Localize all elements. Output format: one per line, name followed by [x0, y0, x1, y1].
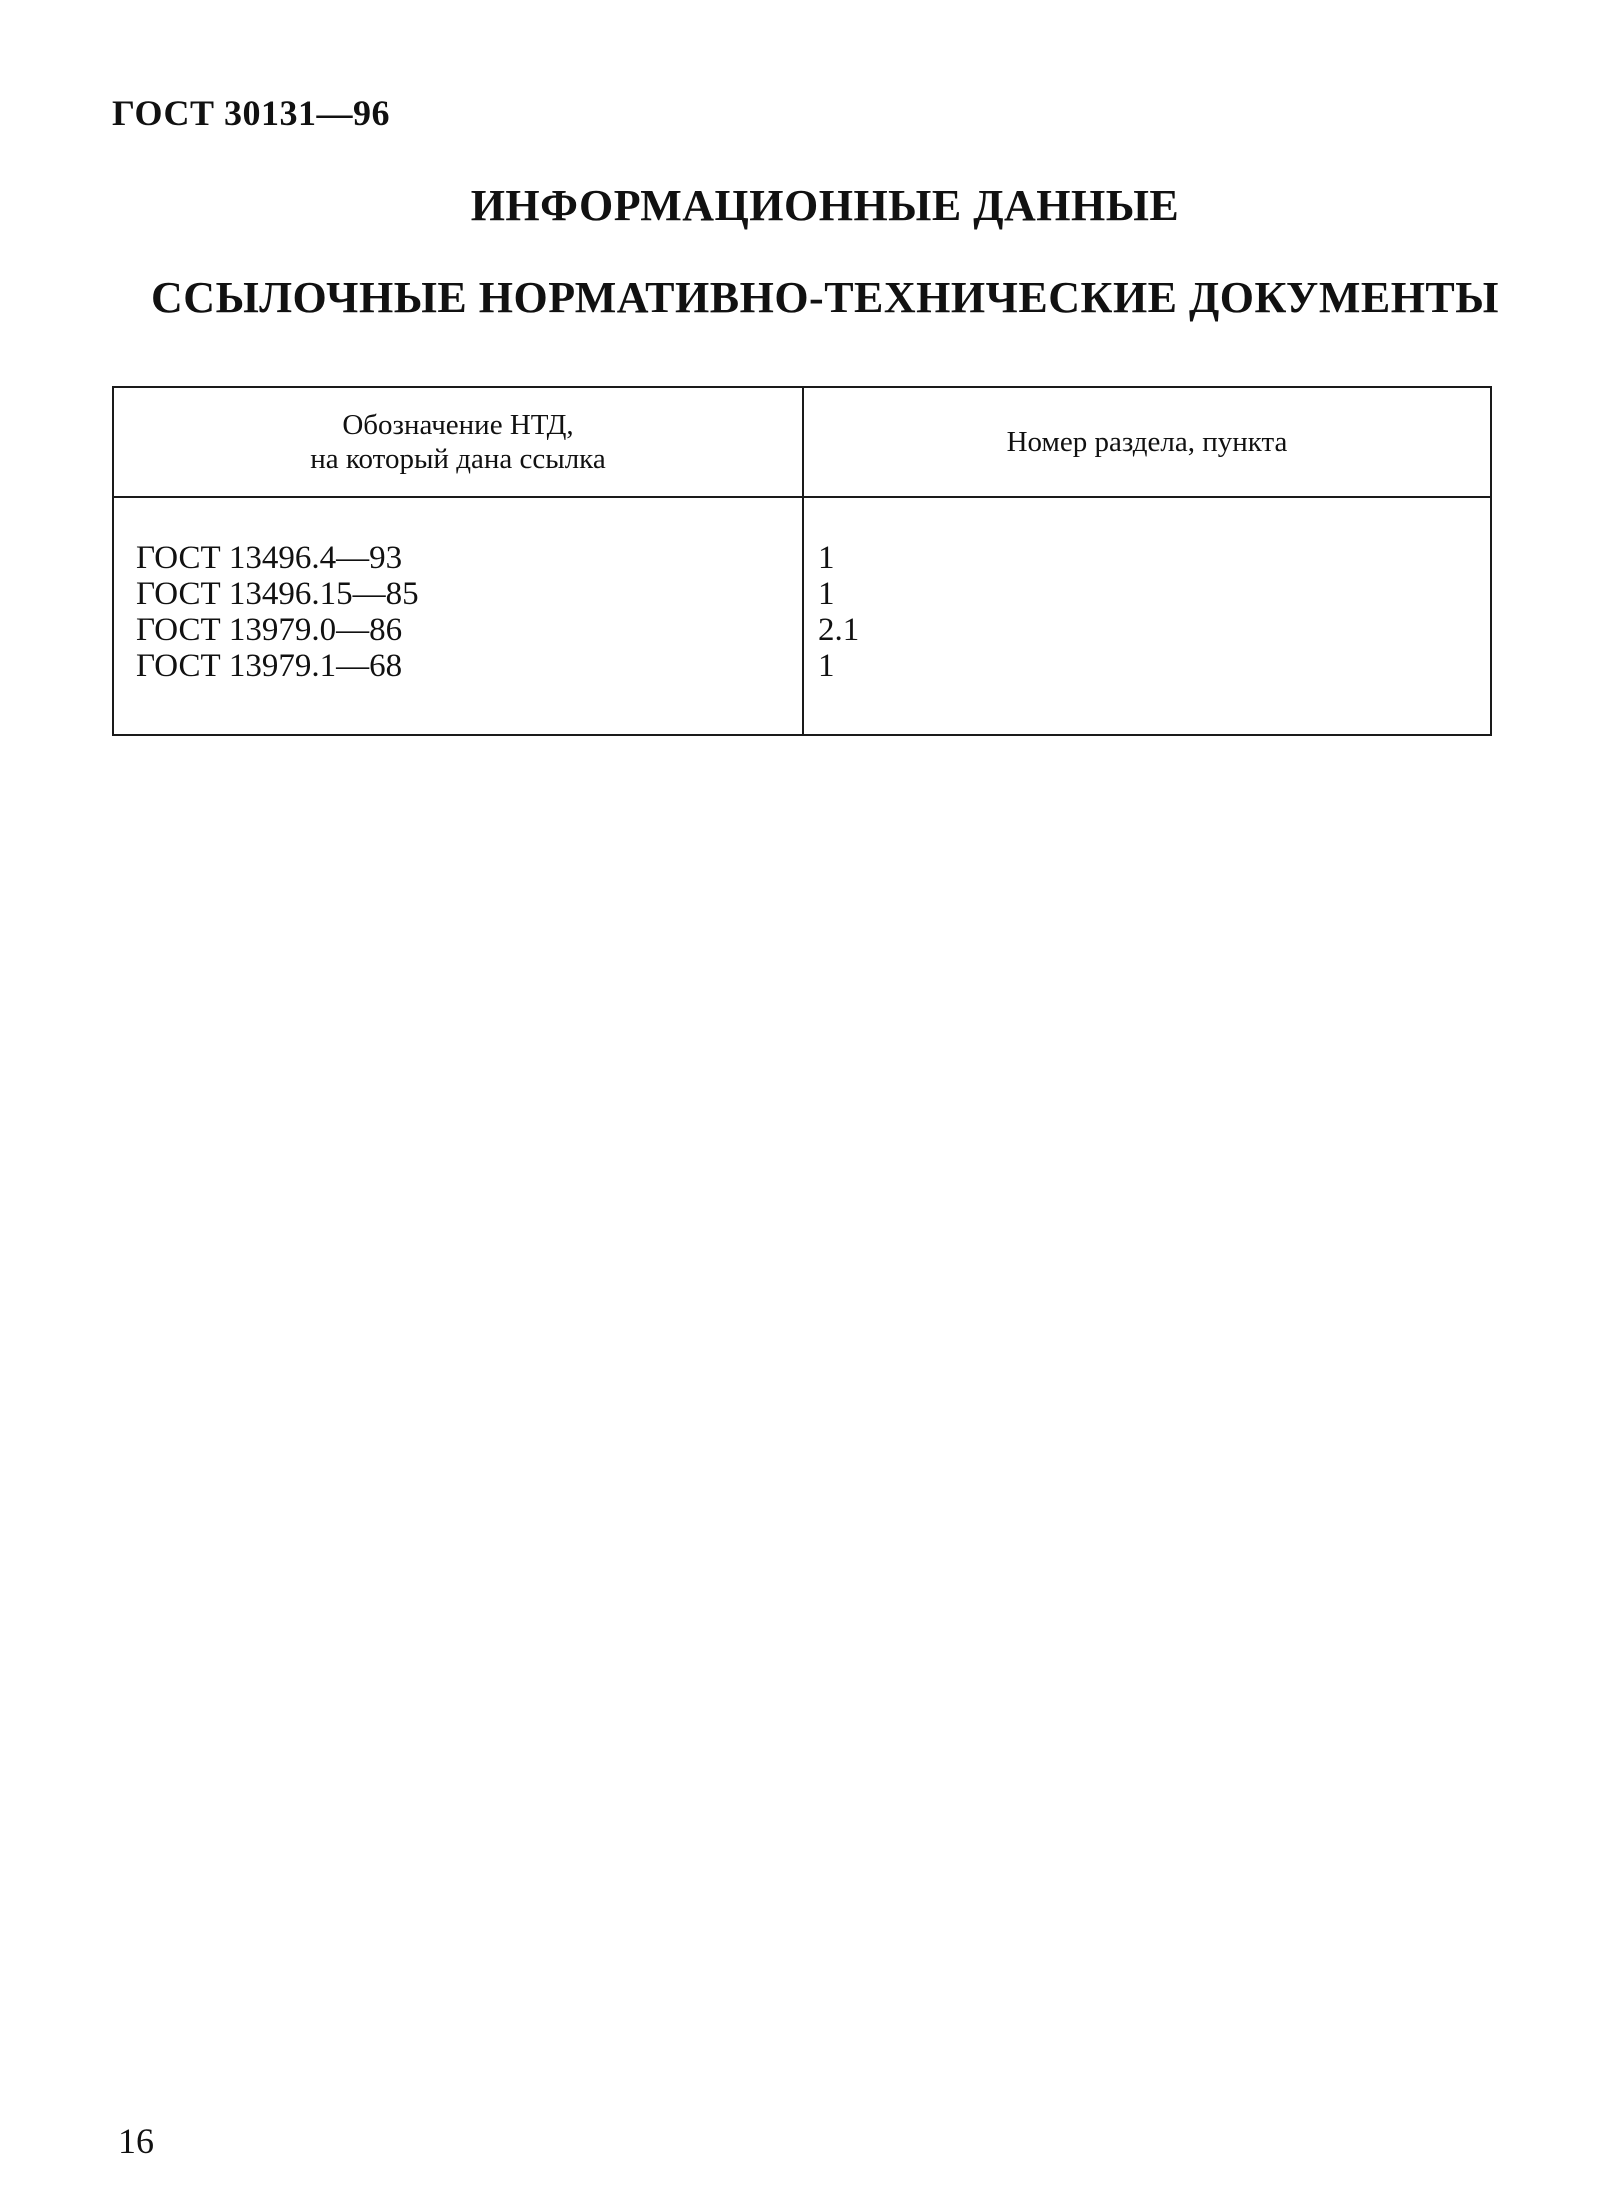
section-title: ИНФОРМАЦИОННЫЕ ДАННЫЕ — [470, 181, 1180, 230]
references-table — [112, 386, 1492, 736]
page-number: 16 — [118, 2121, 154, 2161]
designation-item: ГОСТ 13979.1—68 — [136, 648, 403, 684]
section-item: 1 — [818, 540, 835, 576]
table-row — [113, 497, 1491, 735]
designation-item: ГОСТ 13496.15—85 — [136, 576, 419, 612]
document-code: ГОСТ 30131—96 — [112, 93, 390, 133]
designation-item: ГОСТ 13979.0—86 — [136, 612, 403, 648]
section-item: 1 — [818, 648, 835, 684]
section-item: 1 — [818, 576, 835, 612]
header-designation — [113, 387, 803, 497]
header-designation-line2: на который дана ссылка — [310, 443, 606, 475]
section-item: 2.1 — [818, 612, 860, 648]
table-header-row — [113, 387, 1491, 497]
section-cell — [803, 497, 1491, 735]
header-section: Номер раздела, пункта — [803, 387, 1491, 497]
section-subtitle: ССЫЛОЧНЫЕ НОРМАТИВНО-ТЕХНИЧЕСКИЕ ДОКУМЕНТЫ — [151, 273, 1499, 322]
header-designation-line1: Обозначение НТД, — [342, 409, 574, 441]
designation-cell — [113, 497, 803, 735]
designation-item: ГОСТ 13496.4—93 — [136, 540, 403, 576]
